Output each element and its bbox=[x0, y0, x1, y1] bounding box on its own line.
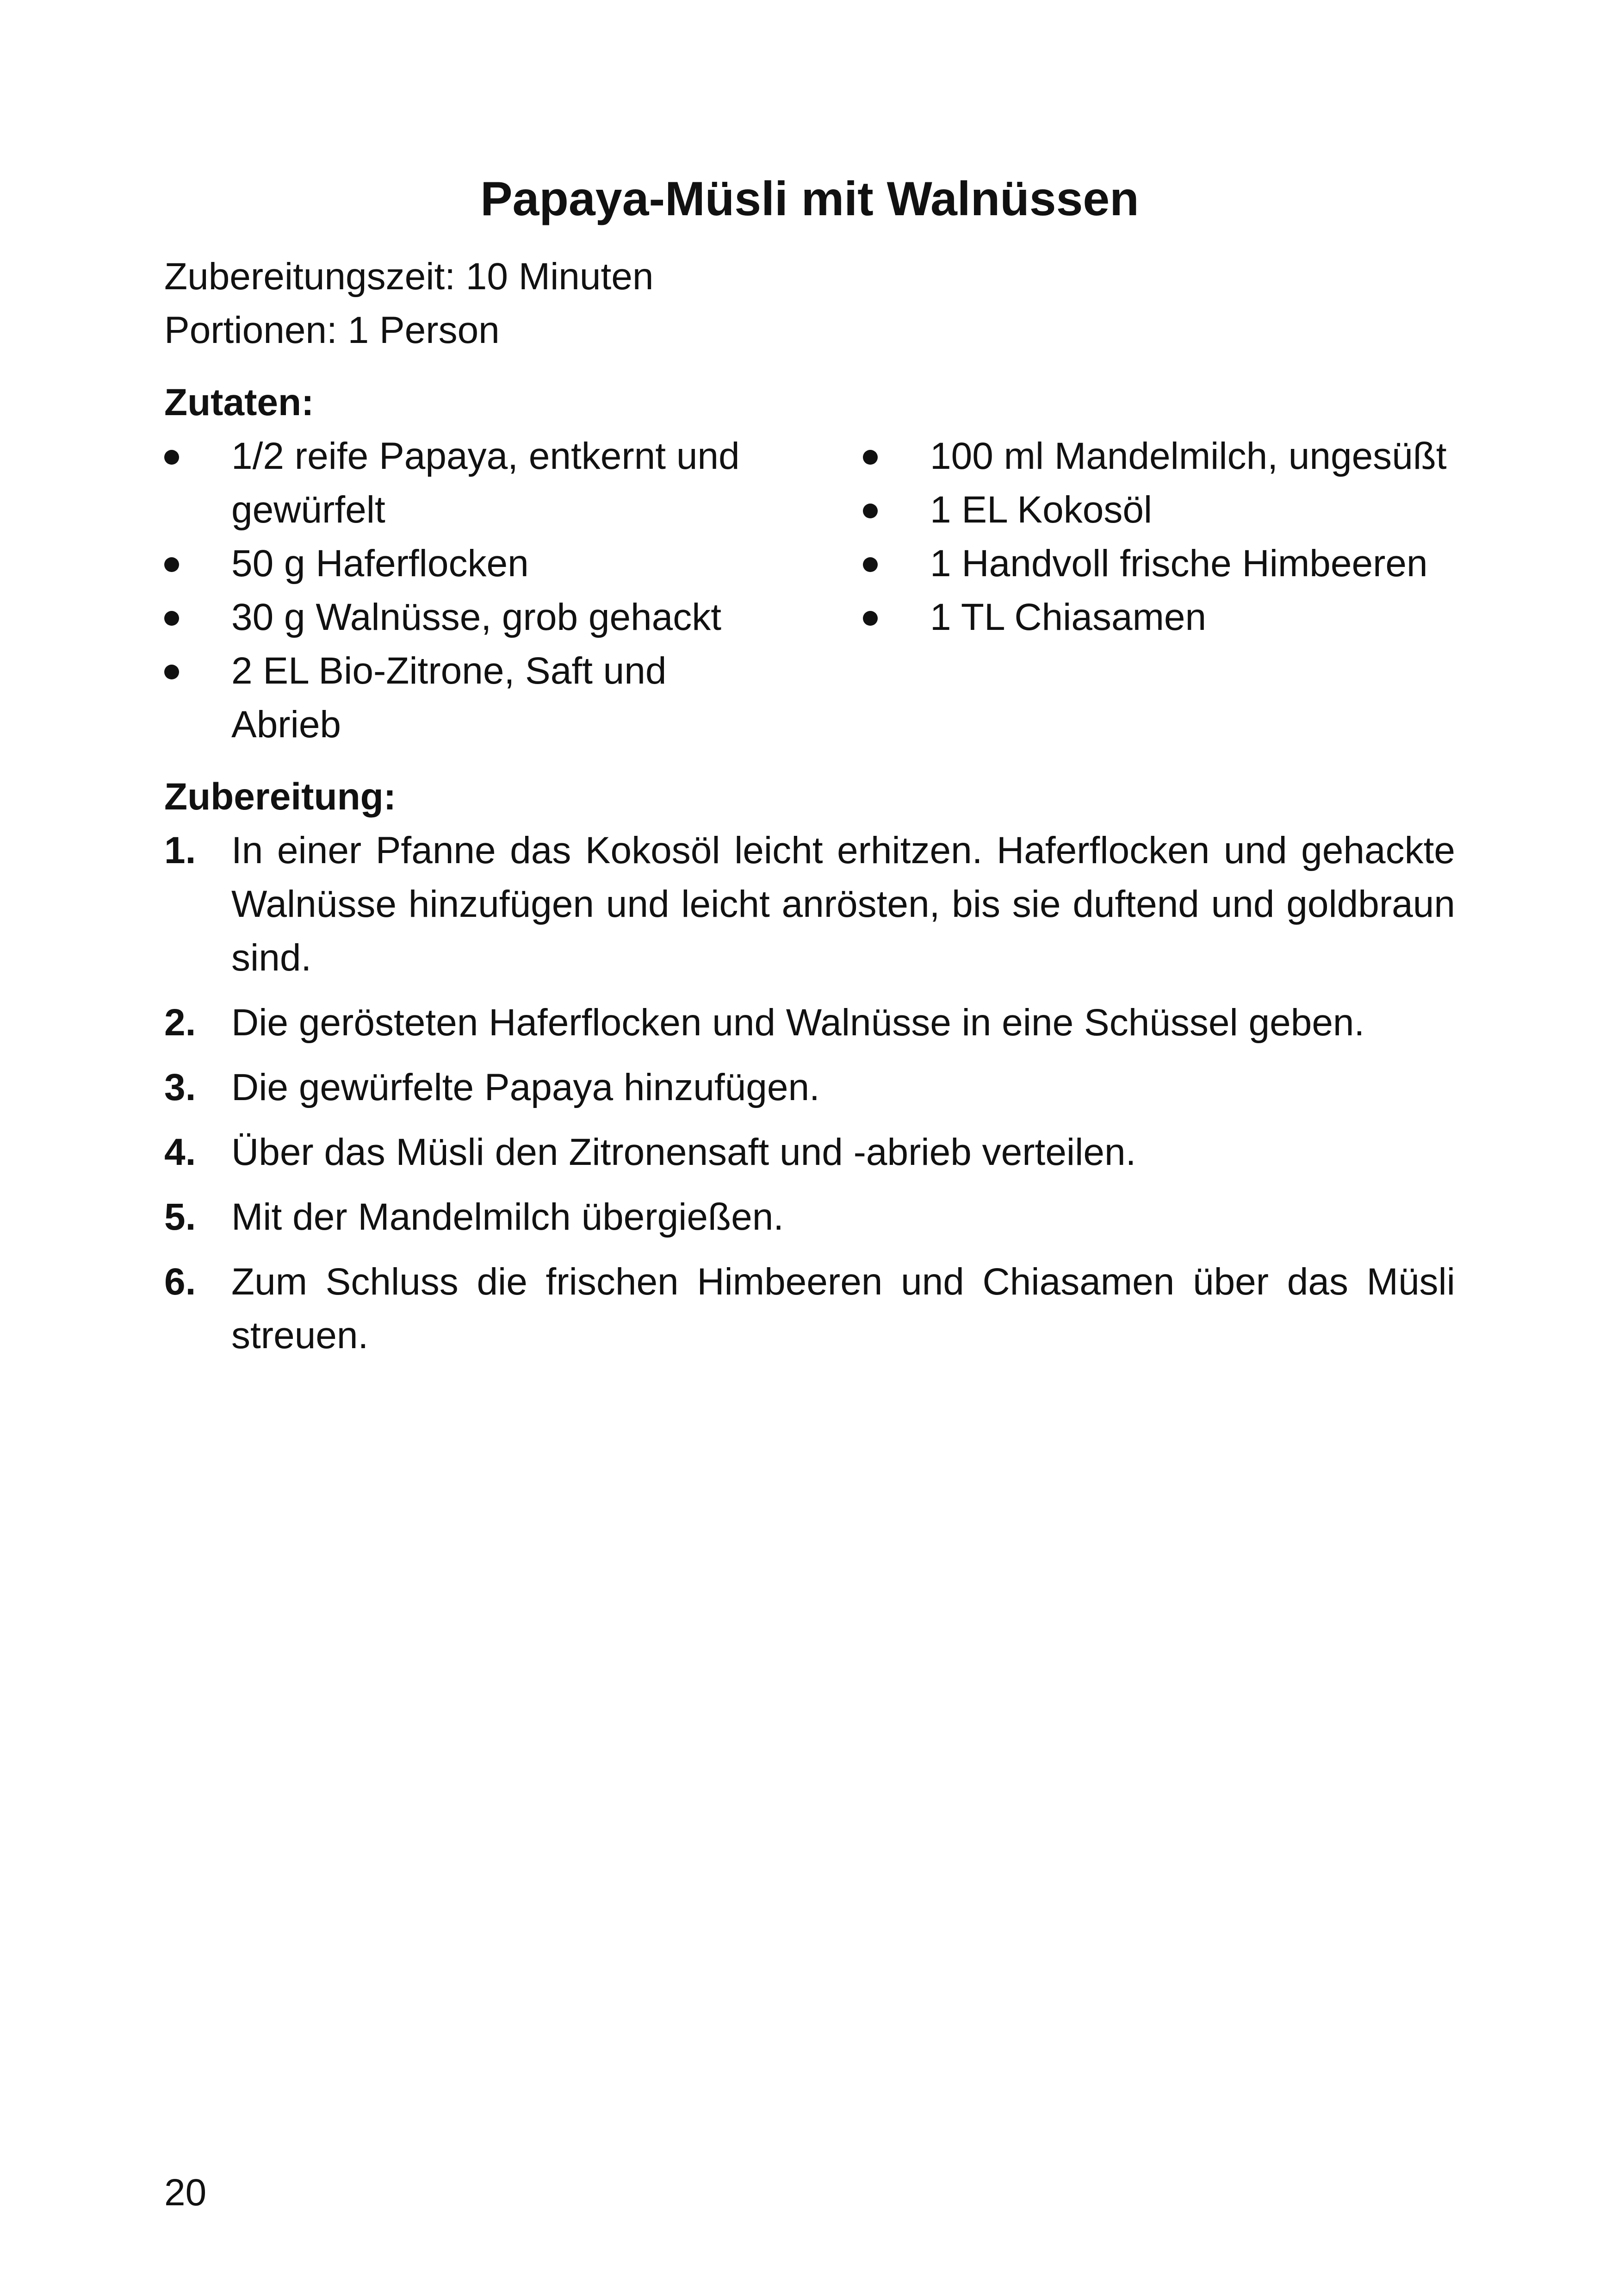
step-item bbox=[164, 996, 1455, 1050]
step-text: Über das Müsli den Zitronensaft und -abrieb verteilen. bbox=[231, 1131, 1136, 1173]
ingredient-text: 2 EL Bio-Zitrone, Saft und Abrieb bbox=[231, 650, 667, 746]
step-item bbox=[164, 1126, 1455, 1179]
prep-time: Zubereitungszeit: 10 Minuten bbox=[164, 255, 654, 298]
servings: Portionen: 1 Person bbox=[164, 309, 500, 351]
step-number: 1. bbox=[164, 829, 196, 871]
ingredient-text: 50 g Haferflocken bbox=[231, 542, 529, 585]
ingredient-text: 1 TL Chiasamen bbox=[930, 596, 1207, 638]
ingredient-text: 30 g Walnüsse, grob gehackt bbox=[231, 596, 722, 638]
recipe-title: Papaya-Müsli mit Walnüssen bbox=[480, 172, 1139, 226]
step-text: Zum Schluss die frischen Himbeeren und Chiasamen über das Müsli streuen. bbox=[231, 1261, 1455, 1356]
recipe-page bbox=[164, 167, 1455, 1374]
step-text: Die gewürfelte Papaya hinzufügen. bbox=[231, 1066, 820, 1108]
ingredient-item bbox=[863, 591, 1455, 644]
step-item bbox=[164, 1255, 1455, 1363]
step-text: Die gerösteten Haferflocken und Walnüsse in eine Schüssel geben. bbox=[231, 1002, 1365, 1044]
bullet-icon bbox=[863, 611, 878, 626]
ingredient-item bbox=[863, 537, 1455, 591]
ingredient-text: 1 EL Kokosöl bbox=[930, 489, 1153, 531]
step-number: 6. bbox=[164, 1261, 196, 1303]
bullet-icon bbox=[863, 504, 878, 518]
ingredient-text: 1 Handvoll frische Himbeeren bbox=[930, 542, 1428, 585]
step-number: 5. bbox=[164, 1196, 196, 1238]
steps-list bbox=[164, 824, 1455, 1363]
ingredient-item bbox=[164, 429, 752, 537]
ingredient-item bbox=[863, 483, 1455, 537]
ingredient-text: 1/2 reife Papaya, entkernt und gewürfelt bbox=[231, 435, 740, 531]
bullet-icon bbox=[863, 557, 878, 572]
step-text: Mit der Mandelmilch übergießen. bbox=[231, 1196, 784, 1238]
bullet-icon bbox=[164, 450, 179, 465]
step-item bbox=[164, 1061, 1455, 1114]
page-number: 20 bbox=[164, 2172, 207, 2214]
ingredients-column-right bbox=[863, 429, 1455, 752]
steps-heading: Zubereitung: bbox=[164, 776, 397, 818]
ingredient-item bbox=[164, 591, 752, 644]
step-number: 3. bbox=[164, 1066, 196, 1108]
step-text: In einer Pfanne das Kokosöl leicht erhitzen. Haferflocken und gehackte Walnüsse hinzufügen und leicht anrösten, bis sie duftend und goldbraun sind. bbox=[231, 829, 1455, 979]
ingredients-heading: Zutaten: bbox=[164, 381, 314, 423]
step-item bbox=[164, 824, 1455, 985]
bullet-icon bbox=[164, 665, 179, 679]
step-number: 4. bbox=[164, 1131, 196, 1173]
bullet-icon bbox=[863, 450, 878, 465]
step-number: 2. bbox=[164, 1002, 196, 1044]
bullet-icon bbox=[164, 611, 179, 626]
ingredient-item bbox=[164, 644, 752, 752]
ingredient-text: 100 ml Mandelmilch, ungesüßt bbox=[930, 435, 1447, 477]
ingredient-item bbox=[863, 429, 1455, 483]
ingredient-item bbox=[164, 537, 752, 591]
step-item bbox=[164, 1190, 1455, 1244]
ingredients-column-left bbox=[164, 429, 752, 752]
ingredients-list bbox=[164, 429, 1455, 752]
bullet-icon bbox=[164, 557, 179, 572]
